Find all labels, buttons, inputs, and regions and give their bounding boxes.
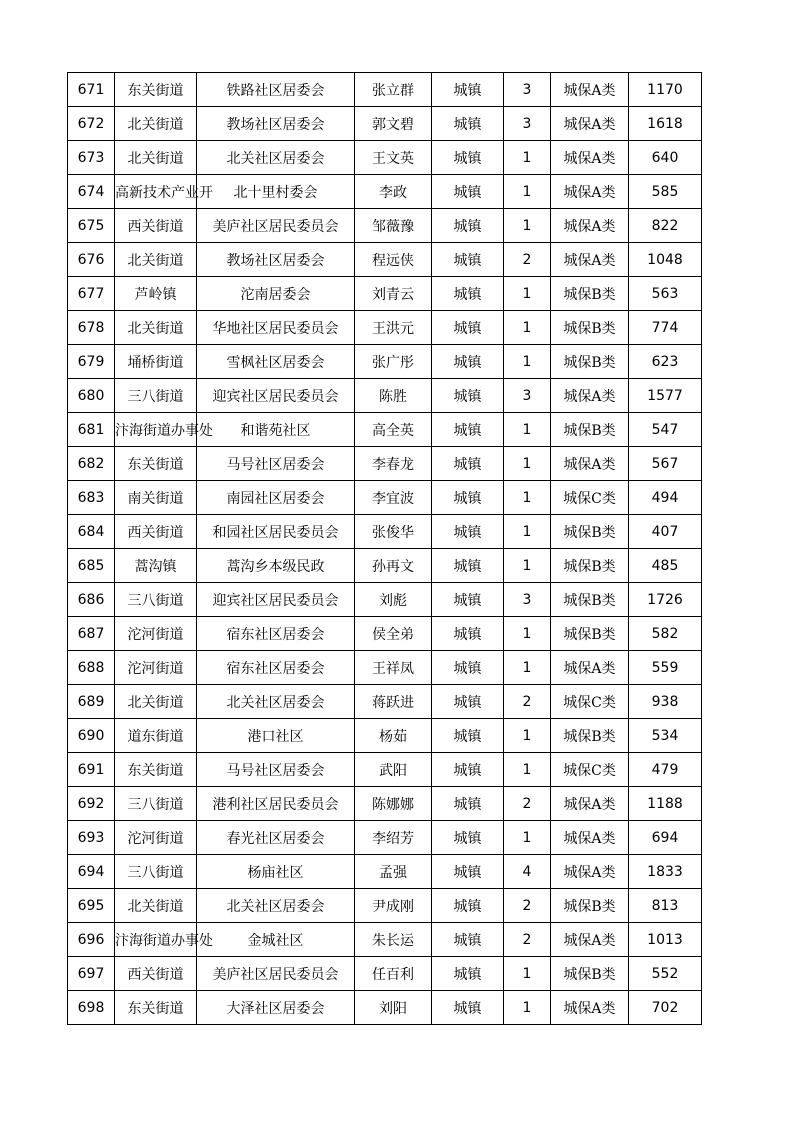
community-cell: 铁路社区居委会 bbox=[197, 73, 355, 107]
category-cell: 城保B类 bbox=[551, 583, 629, 617]
area-cell: 城镇 bbox=[432, 549, 504, 583]
count-cell: 1 bbox=[504, 481, 551, 515]
count-cell: 1 bbox=[504, 821, 551, 855]
community-cell: 迎宾社区居民委员会 bbox=[197, 379, 355, 413]
row-number: 696 bbox=[68, 923, 115, 957]
count-cell: 1 bbox=[504, 175, 551, 209]
amount-cell: 938 bbox=[629, 685, 702, 719]
amount-cell: 563 bbox=[629, 277, 702, 311]
category-cell: 城保B类 bbox=[551, 413, 629, 447]
area-cell: 城镇 bbox=[432, 345, 504, 379]
row-number: 697 bbox=[68, 957, 115, 991]
table-row bbox=[68, 345, 702, 379]
table-row bbox=[68, 515, 702, 549]
name-cell: 李春龙 bbox=[355, 447, 432, 481]
count-cell: 1 bbox=[504, 753, 551, 787]
count-cell: 1 bbox=[504, 413, 551, 447]
count-cell: 1 bbox=[504, 719, 551, 753]
name-cell: 王洪元 bbox=[355, 311, 432, 345]
community-cell: 蒿沟乡本级民政 bbox=[197, 549, 355, 583]
amount-cell: 640 bbox=[629, 141, 702, 175]
amount-cell: 547 bbox=[629, 413, 702, 447]
count-cell: 3 bbox=[504, 379, 551, 413]
community-cell: 华地社区居民委员会 bbox=[197, 311, 355, 345]
table-row bbox=[68, 991, 702, 1025]
street-cell: 南关街道 bbox=[115, 481, 197, 515]
category-cell: 城保B类 bbox=[551, 549, 629, 583]
category-cell: 城保A类 bbox=[551, 787, 629, 821]
category-cell: 城保C类 bbox=[551, 481, 629, 515]
row-number: 686 bbox=[68, 583, 115, 617]
community-cell: 春光社区居委会 bbox=[197, 821, 355, 855]
row-number: 690 bbox=[68, 719, 115, 753]
area-cell: 城镇 bbox=[432, 787, 504, 821]
area-cell: 城镇 bbox=[432, 413, 504, 447]
area-cell: 城镇 bbox=[432, 651, 504, 685]
count-cell: 1 bbox=[504, 515, 551, 549]
table-row bbox=[68, 685, 702, 719]
row-number: 693 bbox=[68, 821, 115, 855]
table-row bbox=[68, 73, 702, 107]
street-cell: 三八街道 bbox=[115, 787, 197, 821]
area-cell: 城镇 bbox=[432, 991, 504, 1025]
area-cell: 城镇 bbox=[432, 73, 504, 107]
area-cell: 城镇 bbox=[432, 889, 504, 923]
count-cell: 3 bbox=[504, 107, 551, 141]
amount-cell: 485 bbox=[629, 549, 702, 583]
community-cell: 北十里村委会 bbox=[197, 175, 355, 209]
amount-cell: 1833 bbox=[629, 855, 702, 889]
table-row bbox=[68, 923, 702, 957]
table-row bbox=[68, 719, 702, 753]
row-number: 682 bbox=[68, 447, 115, 481]
street-cell: 北关街道 bbox=[115, 141, 197, 175]
area-cell: 城镇 bbox=[432, 447, 504, 481]
count-cell: 3 bbox=[504, 583, 551, 617]
category-cell: 城保A类 bbox=[551, 141, 629, 175]
amount-cell: 702 bbox=[629, 991, 702, 1025]
community-cell: 港利社区居民委员会 bbox=[197, 787, 355, 821]
table-row bbox=[68, 141, 702, 175]
row-number: 695 bbox=[68, 889, 115, 923]
count-cell: 1 bbox=[504, 311, 551, 345]
community-cell: 杨庙社区 bbox=[197, 855, 355, 889]
category-cell: 城保B类 bbox=[551, 515, 629, 549]
row-number: 671 bbox=[68, 73, 115, 107]
amount-cell: 1188 bbox=[629, 787, 702, 821]
community-cell: 宿东社区居委会 bbox=[197, 617, 355, 651]
row-number: 692 bbox=[68, 787, 115, 821]
category-cell: 城保A类 bbox=[551, 175, 629, 209]
row-number: 672 bbox=[68, 107, 115, 141]
count-cell: 1 bbox=[504, 991, 551, 1025]
count-cell: 1 bbox=[504, 549, 551, 583]
street-cell: 北关街道 bbox=[115, 685, 197, 719]
table-row bbox=[68, 889, 702, 923]
category-cell: 城保A类 bbox=[551, 651, 629, 685]
category-cell: 城保C类 bbox=[551, 753, 629, 787]
area-cell: 城镇 bbox=[432, 379, 504, 413]
table-row bbox=[68, 413, 702, 447]
row-number: 685 bbox=[68, 549, 115, 583]
name-cell: 任百利 bbox=[355, 957, 432, 991]
category-cell: 城保A类 bbox=[551, 923, 629, 957]
category-cell: 城保B类 bbox=[551, 311, 629, 345]
row-number: 679 bbox=[68, 345, 115, 379]
amount-cell: 694 bbox=[629, 821, 702, 855]
count-cell: 4 bbox=[504, 855, 551, 889]
area-cell: 城镇 bbox=[432, 583, 504, 617]
name-cell: 杨茹 bbox=[355, 719, 432, 753]
table-row bbox=[68, 787, 702, 821]
row-number: 698 bbox=[68, 991, 115, 1025]
street-cell: 北关街道 bbox=[115, 107, 197, 141]
row-number: 674 bbox=[68, 175, 115, 209]
name-cell: 尹成刚 bbox=[355, 889, 432, 923]
name-cell: 李绍芳 bbox=[355, 821, 432, 855]
count-cell: 2 bbox=[504, 685, 551, 719]
count-cell: 2 bbox=[504, 243, 551, 277]
community-cell: 北关社区居委会 bbox=[197, 889, 355, 923]
category-cell: 城保A类 bbox=[551, 73, 629, 107]
category-cell: 城保B类 bbox=[551, 617, 629, 651]
row-number: 687 bbox=[68, 617, 115, 651]
street-cell: 东关街道 bbox=[115, 991, 197, 1025]
table-row bbox=[68, 651, 702, 685]
street-cell: 高新技术产业开 bbox=[115, 175, 197, 209]
table-row bbox=[68, 209, 702, 243]
community-cell: 港口社区 bbox=[197, 719, 355, 753]
spreadsheet-page bbox=[67, 72, 701, 1025]
area-cell: 城镇 bbox=[432, 311, 504, 345]
table-row bbox=[68, 311, 702, 345]
name-cell: 陈胜 bbox=[355, 379, 432, 413]
community-cell: 沱南居委会 bbox=[197, 277, 355, 311]
name-cell: 侯全弟 bbox=[355, 617, 432, 651]
community-cell: 迎宾社区居民委员会 bbox=[197, 583, 355, 617]
table-row bbox=[68, 753, 702, 787]
area-cell: 城镇 bbox=[432, 753, 504, 787]
amount-cell: 582 bbox=[629, 617, 702, 651]
community-cell: 雪枫社区居委会 bbox=[197, 345, 355, 379]
street-cell: 芦岭镇 bbox=[115, 277, 197, 311]
name-cell: 孙再文 bbox=[355, 549, 432, 583]
street-cell: 道东街道 bbox=[115, 719, 197, 753]
row-number: 677 bbox=[68, 277, 115, 311]
category-cell: 城保A类 bbox=[551, 209, 629, 243]
community-cell: 教场社区居委会 bbox=[197, 243, 355, 277]
count-cell: 2 bbox=[504, 787, 551, 821]
community-cell: 大泽社区居委会 bbox=[197, 991, 355, 1025]
street-cell: 北关街道 bbox=[115, 311, 197, 345]
table-row bbox=[68, 583, 702, 617]
row-number: 676 bbox=[68, 243, 115, 277]
street-cell: 东关街道 bbox=[115, 447, 197, 481]
name-cell: 刘彪 bbox=[355, 583, 432, 617]
area-cell: 城镇 bbox=[432, 821, 504, 855]
count-cell: 1 bbox=[504, 141, 551, 175]
row-number: 689 bbox=[68, 685, 115, 719]
name-cell: 武阳 bbox=[355, 753, 432, 787]
amount-cell: 407 bbox=[629, 515, 702, 549]
table-row bbox=[68, 243, 702, 277]
count-cell: 1 bbox=[504, 617, 551, 651]
table-row bbox=[68, 855, 702, 889]
row-number: 694 bbox=[68, 855, 115, 889]
count-cell: 1 bbox=[504, 651, 551, 685]
table-row bbox=[68, 549, 702, 583]
street-cell: 北关街道 bbox=[115, 889, 197, 923]
count-cell: 1 bbox=[504, 345, 551, 379]
count-cell: 2 bbox=[504, 889, 551, 923]
name-cell: 李宜波 bbox=[355, 481, 432, 515]
community-cell: 北关社区居委会 bbox=[197, 141, 355, 175]
amount-cell: 813 bbox=[629, 889, 702, 923]
community-cell: 和园社区居民委员会 bbox=[197, 515, 355, 549]
table-row bbox=[68, 957, 702, 991]
category-cell: 城保B类 bbox=[551, 345, 629, 379]
street-cell: 蒿沟镇 bbox=[115, 549, 197, 583]
amount-cell: 1048 bbox=[629, 243, 702, 277]
street-cell: 西关街道 bbox=[115, 957, 197, 991]
community-cell: 金城社区 bbox=[197, 923, 355, 957]
name-cell: 程远侠 bbox=[355, 243, 432, 277]
street-cell: 沱河街道 bbox=[115, 821, 197, 855]
community-cell: 教场社区居委会 bbox=[197, 107, 355, 141]
table-row bbox=[68, 107, 702, 141]
count-cell: 1 bbox=[504, 957, 551, 991]
community-cell: 马号社区居委会 bbox=[197, 753, 355, 787]
count-cell: 1 bbox=[504, 277, 551, 311]
amount-cell: 552 bbox=[629, 957, 702, 991]
amount-cell: 1013 bbox=[629, 923, 702, 957]
amount-cell: 1170 bbox=[629, 73, 702, 107]
category-cell: 城保C类 bbox=[551, 685, 629, 719]
amount-cell: 567 bbox=[629, 447, 702, 481]
row-number: 683 bbox=[68, 481, 115, 515]
area-cell: 城镇 bbox=[432, 923, 504, 957]
category-cell: 城保A类 bbox=[551, 379, 629, 413]
street-cell: 北关街道 bbox=[115, 243, 197, 277]
count-cell: 1 bbox=[504, 209, 551, 243]
community-cell: 马号社区居委会 bbox=[197, 447, 355, 481]
amount-cell: 822 bbox=[629, 209, 702, 243]
table-row bbox=[68, 175, 702, 209]
name-cell: 陈娜娜 bbox=[355, 787, 432, 821]
category-cell: 城保B类 bbox=[551, 277, 629, 311]
area-cell: 城镇 bbox=[432, 141, 504, 175]
community-cell: 南园社区居委会 bbox=[197, 481, 355, 515]
amount-cell: 623 bbox=[629, 345, 702, 379]
count-cell: 1 bbox=[504, 447, 551, 481]
category-cell: 城保A类 bbox=[551, 855, 629, 889]
area-cell: 城镇 bbox=[432, 957, 504, 991]
street-cell: 西关街道 bbox=[115, 515, 197, 549]
area-cell: 城镇 bbox=[432, 175, 504, 209]
community-cell: 美庐社区居民委员会 bbox=[197, 209, 355, 243]
name-cell: 朱长运 bbox=[355, 923, 432, 957]
area-cell: 城镇 bbox=[432, 481, 504, 515]
name-cell: 刘青云 bbox=[355, 277, 432, 311]
name-cell: 蒋跃进 bbox=[355, 685, 432, 719]
street-cell: 三八街道 bbox=[115, 855, 197, 889]
amount-cell: 534 bbox=[629, 719, 702, 753]
count-cell: 2 bbox=[504, 923, 551, 957]
community-cell: 美庐社区居民委员会 bbox=[197, 957, 355, 991]
area-cell: 城镇 bbox=[432, 855, 504, 889]
name-cell: 高全英 bbox=[355, 413, 432, 447]
community-cell: 北关社区居委会 bbox=[197, 685, 355, 719]
row-number: 673 bbox=[68, 141, 115, 175]
row-number: 675 bbox=[68, 209, 115, 243]
street-cell: 汴海街道办事处 bbox=[115, 413, 197, 447]
name-cell: 张俊华 bbox=[355, 515, 432, 549]
area-cell: 城镇 bbox=[432, 685, 504, 719]
category-cell: 城保A类 bbox=[551, 107, 629, 141]
table-row bbox=[68, 277, 702, 311]
amount-cell: 1726 bbox=[629, 583, 702, 617]
category-cell: 城保A类 bbox=[551, 243, 629, 277]
name-cell: 张立群 bbox=[355, 73, 432, 107]
name-cell: 邹薇豫 bbox=[355, 209, 432, 243]
row-number: 678 bbox=[68, 311, 115, 345]
amount-cell: 585 bbox=[629, 175, 702, 209]
count-cell: 3 bbox=[504, 73, 551, 107]
street-cell: 东关街道 bbox=[115, 753, 197, 787]
name-cell: 王文英 bbox=[355, 141, 432, 175]
street-cell: 汴海街道办事处 bbox=[115, 923, 197, 957]
street-cell: 沱河街道 bbox=[115, 617, 197, 651]
amount-cell: 1618 bbox=[629, 107, 702, 141]
amount-cell: 1577 bbox=[629, 379, 702, 413]
name-cell: 郭文碧 bbox=[355, 107, 432, 141]
area-cell: 城镇 bbox=[432, 107, 504, 141]
table-row bbox=[68, 617, 702, 651]
amount-cell: 494 bbox=[629, 481, 702, 515]
table-row bbox=[68, 447, 702, 481]
table-row bbox=[68, 481, 702, 515]
street-cell: 三八街道 bbox=[115, 583, 197, 617]
name-cell: 王祥凤 bbox=[355, 651, 432, 685]
row-number: 681 bbox=[68, 413, 115, 447]
row-number: 688 bbox=[68, 651, 115, 685]
amount-cell: 559 bbox=[629, 651, 702, 685]
category-cell: 城保A类 bbox=[551, 447, 629, 481]
street-cell: 东关街道 bbox=[115, 73, 197, 107]
category-cell: 城保A类 bbox=[551, 991, 629, 1025]
category-cell: 城保A类 bbox=[551, 821, 629, 855]
area-cell: 城镇 bbox=[432, 277, 504, 311]
name-cell: 孟强 bbox=[355, 855, 432, 889]
street-cell: 三八街道 bbox=[115, 379, 197, 413]
table-row bbox=[68, 379, 702, 413]
street-cell: 西关街道 bbox=[115, 209, 197, 243]
records-table bbox=[67, 72, 702, 1025]
name-cell: 李政 bbox=[355, 175, 432, 209]
category-cell: 城保B类 bbox=[551, 719, 629, 753]
category-cell: 城保B类 bbox=[551, 957, 629, 991]
name-cell: 刘阳 bbox=[355, 991, 432, 1025]
name-cell: 张广彤 bbox=[355, 345, 432, 379]
community-cell: 宿东社区居委会 bbox=[197, 651, 355, 685]
street-cell: 埇桥街道 bbox=[115, 345, 197, 379]
amount-cell: 774 bbox=[629, 311, 702, 345]
area-cell: 城镇 bbox=[432, 515, 504, 549]
table-body bbox=[68, 73, 702, 1025]
amount-cell: 479 bbox=[629, 753, 702, 787]
category-cell: 城保B类 bbox=[551, 889, 629, 923]
table-row bbox=[68, 821, 702, 855]
row-number: 684 bbox=[68, 515, 115, 549]
area-cell: 城镇 bbox=[432, 209, 504, 243]
area-cell: 城镇 bbox=[432, 617, 504, 651]
row-number: 691 bbox=[68, 753, 115, 787]
area-cell: 城镇 bbox=[432, 243, 504, 277]
street-cell: 沱河街道 bbox=[115, 651, 197, 685]
community-cell: 和谐苑社区 bbox=[197, 413, 355, 447]
row-number: 680 bbox=[68, 379, 115, 413]
area-cell: 城镇 bbox=[432, 719, 504, 753]
